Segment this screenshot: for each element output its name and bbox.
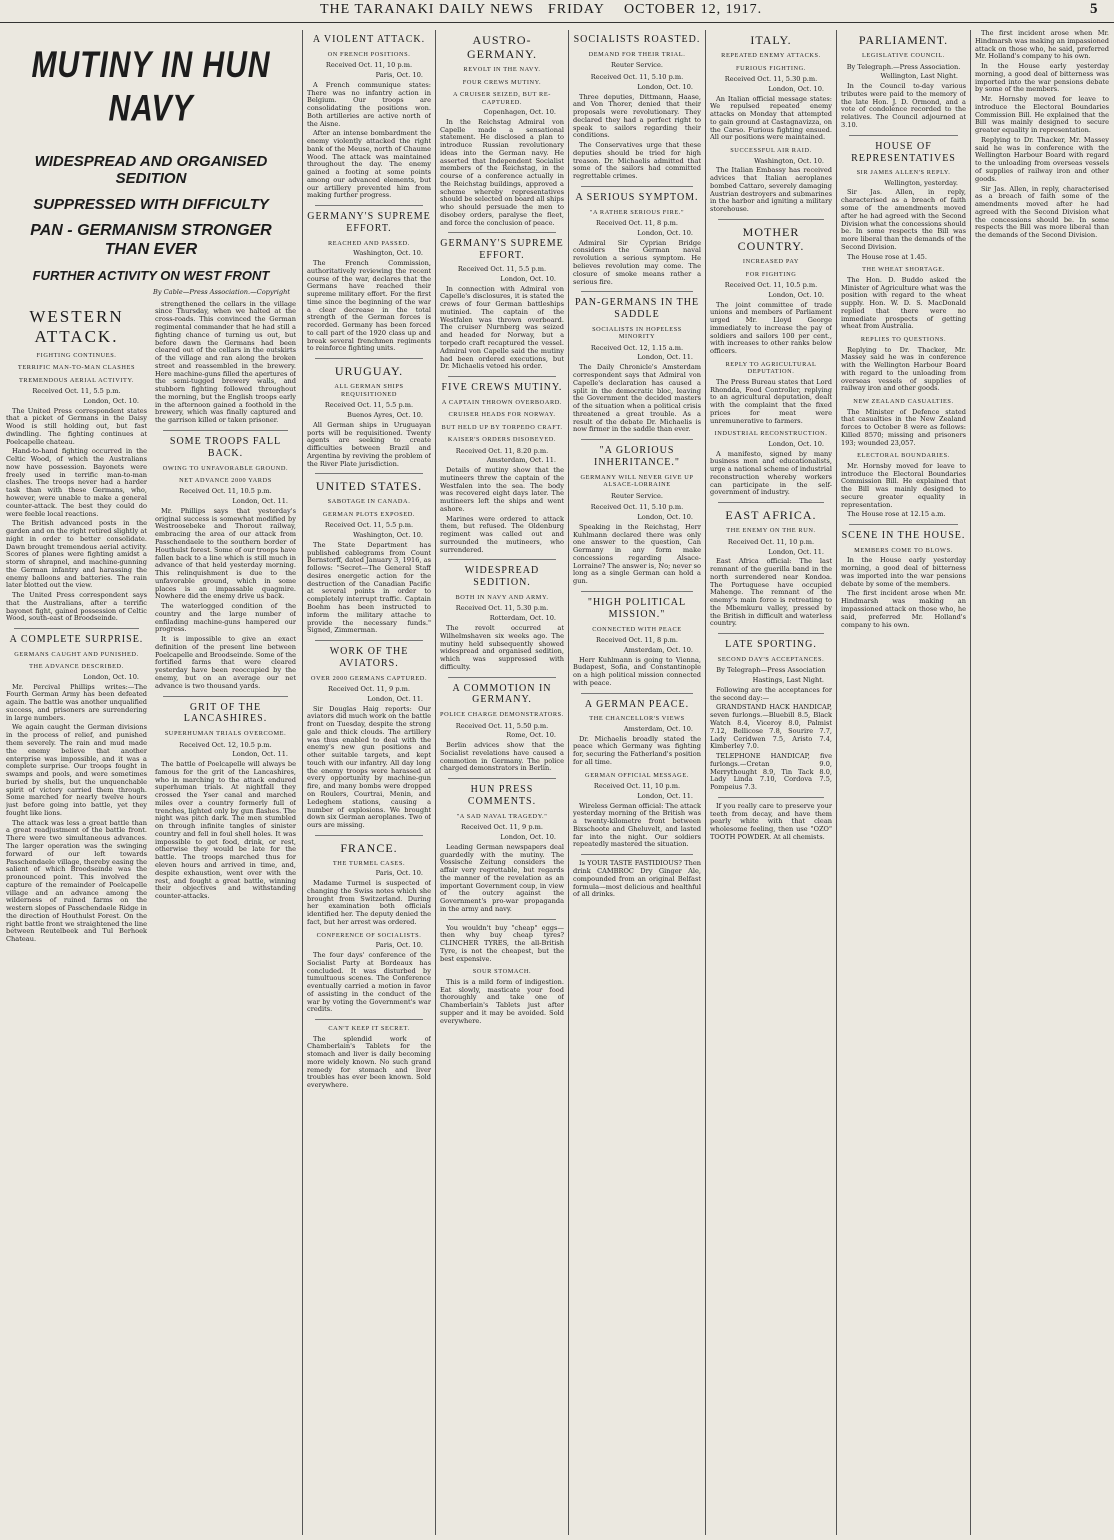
- lead-story: [6, 30, 296, 1535]
- article-paragraph: Berlin advices show that the Socialist revelations have caused a commotion in Germany. The police charged demonstrators in Berlin.: [440, 741, 564, 773]
- section-subheading: SOCIALISTS IN HOPELESS MINORITY: [592, 325, 682, 341]
- article-paragraph: The Conservatives urge that these deputies should be tried for high treason. Dr. Michaelis admitted that some of the sailors had committed regrettable crimes.: [573, 141, 701, 181]
- dateline: Washington, Oct. 10.: [754, 156, 824, 165]
- subheadline: SUPPRESSED WITH DIFFICULTY: [33, 196, 269, 214]
- divider: [718, 219, 824, 220]
- section-subheading: FOUR CREWS MUTINY.: [462, 78, 542, 86]
- dateline: Hastings, Last Night.: [752, 676, 824, 685]
- section-subheading: REVOLT IN THE NAVY.: [463, 66, 541, 74]
- received-line: Received Oct. 12, 1.15 a.m.: [590, 343, 684, 352]
- article-paragraph: Replying to Dr. Thacker, Mr. Massey said he was in conference with the Wellington Harbour Board with regard to the unloading from overseas vessels of supplies of railway iron and other goods.: [975, 135, 1109, 183]
- dateline: London, Oct. 10.: [768, 439, 824, 448]
- article-paragraph: Madame Turmel is suspected of changing the Swiss notes which she brought from Switzerland. During her examination both officials identified her. The deputy denied the fact, but her arrest was ordered.: [307, 879, 431, 927]
- section-subheading: KAISER'S ORDERS DISOBEYED.: [447, 436, 557, 444]
- divider: [163, 696, 288, 697]
- section-subheading: BOTH IN NAVY AND ARMY.: [455, 594, 549, 602]
- section-subheading: SIR JAMES ALLEN'S REPLY.: [856, 169, 951, 177]
- section-heading: A VIOLENT ATTACK.: [312, 34, 426, 45]
- section-heading: LATE SPORTING.: [725, 639, 817, 651]
- article-paragraph: It is impossible to give an exact definition of the present line between Poelcapelle and Broodseinde. Some of the fortified farms that were cleared yesterday have been reoccupied by the enemy, but on an average our net advance is two thousand yards.: [155, 635, 296, 690]
- dateline: London, Oct. 11.: [637, 353, 693, 362]
- received-line: Received Oct. 11, 5.5 p.m.: [457, 265, 547, 274]
- article-paragraph: An Italian official message states: We repulsed repeated enemy attacks on Monday that attempted to gain ground at Castagnavizza, on the Carso. Furious fighting ensued. All our positions were maintained.: [710, 94, 832, 142]
- dateline: London, Oct. 11.: [768, 547, 824, 556]
- section-subheading: TERRIFIC MAN-TO-MAN CLASHES: [17, 364, 136, 372]
- section-heading: A SERIOUS SYMPTOM.: [575, 191, 699, 203]
- masthead: [0, 0, 1114, 23]
- dateline: London, Oct. 10.: [83, 672, 139, 681]
- section-subheading: BUT HELD UP BY TORPEDO CRAFT.: [441, 423, 563, 431]
- advertisement-text: This is a mild form of indigestion. Eat slowly, masticate your food thoroughly and take one of Chamberlain's Tablets just after supper and it may be avoided. Sold everywhere.: [440, 977, 564, 1025]
- article-paragraph: In the Council to-day various tributes were paid to the memory of the late Hon. J. D. Ormond, and a vote of condolence recorded to the relatives. The Council adjourned at 3.10.: [841, 82, 966, 129]
- column-5: [710, 30, 832, 1535]
- dateline: London, Oct. 10.: [637, 513, 693, 522]
- article-paragraph: The four days' conference of the Socialist Party at Bordeaux has concluded. It was disturbed by tumultuous scenes. The Conference eventually carried a motion in favor of assisting in the conduct of the war by voting the Government's war credits.: [307, 950, 431, 1014]
- section-subheading: ON FRENCH POSITIONS.: [327, 50, 411, 58]
- section-subheading: SECOND DAY'S ACCEPTANCES.: [717, 655, 825, 663]
- received-line: Received Oct. 11, 10 p.m.: [727, 537, 815, 546]
- article-paragraph: The revolt occurred at Wilhelmshaven six weeks ago. The mutiny held subsequently showed widespread and organised sedition, which was suppressed with difficulty.: [440, 624, 564, 671]
- article-paragraph: The Italian Embassy has received advices that Italian aeroplanes bombed Cattaro, severely damaging Austrian destroyers and submarines in the harbor and igniting a military storehouse.: [710, 166, 832, 214]
- article-paragraph: The joint committee of trade unions and members of Parliament urged Mr. Lloyd George immediately to increase the pay of soldiers and sailors 100 per cent., with increases to other ranks below officers.: [710, 300, 832, 356]
- section-heading: UNITED STATES.: [315, 479, 423, 494]
- cable-credit: By Telegraph—Press Association: [716, 666, 826, 675]
- article-paragraph: The United Press correspondent states that a picket of Germans in the Daisy Wood is still holding out, but fast dwindling. The fighting continues at Poelcapelle chateau.: [6, 406, 147, 446]
- dateline: Copenhagen, Oct. 10.: [483, 108, 556, 116]
- section-subheading: A CAPTAIN THROWN OVERBOARD.: [441, 398, 563, 406]
- cable-credit: By Cable—Press Association.—Copyright: [152, 287, 290, 296]
- received-line: Received Oct. 11, 5.5 p.m.: [32, 387, 121, 396]
- section-heading: SCENE IN THE HOUSE.: [841, 530, 966, 542]
- divider: [718, 797, 824, 798]
- article-paragraph: We again caught the German divisions in the process of relief, and punished them severely. The rain and mud made the enemy believe that another enterprise was impossible, and it was a complete surprise. Our troops fought in swamps and pools, and were sometimes buried by shells, but the unquenchable spirit of victory carried them through. Some marched for nearly twelve hours just before going into battle, yet they fought like lions.: [6, 723, 147, 817]
- section-subheading: REACHED AND PASSED.: [327, 239, 411, 247]
- section-subheading: SUCCESSFUL AIR RAID.: [730, 147, 812, 155]
- column-rule: [836, 30, 837, 1535]
- article-paragraph: The Hon. D. Buddo asked the Minister of Agriculture what was the position with regard to the wheat supply. Hon. W. D. S. MacDonald replied that there were no immediate prospects of getting wheat from Australia.: [841, 275, 966, 331]
- issue-date: OCTOBER 12, 1917.: [624, 2, 763, 17]
- article-paragraph: Hand-to-hand fighting occurred in the Celtic Wood, of which the Australians now have possession. Bayonets were freely used in terrific man-to-man clashes. The troops never had a harder task than with these Germans, who, however, were unable to make a general counter-attack. The best they could do were feeble local reactions.: [6, 447, 147, 518]
- received-line: Received Oct. 11, 8 p.m.: [596, 219, 678, 228]
- divider: [14, 628, 139, 629]
- divider: [448, 778, 556, 779]
- cable-credit: Reuter Service.: [610, 61, 663, 70]
- section-subheading: NEW ZEALAND CASUALTIES.: [853, 398, 954, 406]
- article-paragraph: Herr Kuhlmann is going to Vienna, Budapest, Sofia, and Constantinople on a high political mission connected with peace.: [573, 655, 701, 687]
- lead-story-right-column: [155, 301, 296, 946]
- dateline: London, Oct. 11.: [232, 497, 288, 506]
- section-subheading: CRUISER HEADS FOR NORWAY.: [448, 411, 556, 419]
- received-line: Received Oct. 11, 8 p.m.: [596, 636, 678, 645]
- dateline: London, Oct. 10.: [768, 84, 824, 93]
- section-subheading: ELECTORAL BOUNDARIES.: [857, 452, 950, 460]
- received-line: Received Oct. 11, 9 p.m.: [328, 685, 410, 694]
- section-subheading: FURIOUS FIGHTING.: [735, 64, 807, 72]
- dateline: London, Oct. 11.: [637, 791, 693, 800]
- article-paragraph: Mr. Phillips says that yesterday's original success is somewhat modified by Westroosebeke and Thorout railway, embracing the area of our attack from Passchendaele to the southern border of Houthulst forest. Some of our troops have fallen back to a line which is still much in advance of that held yesterday morning. This relinquishment is due to the unfavorable ground, which in some places is an impassable quagmire. Nowhere did the enemy drive us back.: [155, 506, 296, 601]
- dateline: Washington, Oct. 10.: [353, 249, 423, 258]
- section-heading: SOME TROOPS FALL BACK.: [169, 435, 282, 459]
- divider: [581, 693, 693, 694]
- article-paragraph: Details of mutiny show that the mutineers threw the captain of the Westfalen into the sea. The body was recovered eight days later. The mutineers left the ships and went ashore.: [440, 466, 564, 513]
- divider: [315, 358, 423, 359]
- dateline: London, Oct. 11.: [367, 694, 423, 703]
- section-subheading: "A SAD NAVAL TRAGEDY.": [456, 812, 548, 820]
- divider: [718, 633, 824, 634]
- article-paragraph: Leading German newspapers deal guardedly with the mutiny. The Vossische Zeitung considers the affair very regrettable, but regards the manner of the revelation as an important Government coup, in view of the outcry against the Government's pro-war propaganda in the army and navy.: [440, 842, 564, 913]
- section-subheading: TREMENDOUS AERIAL ACTIVITY.: [18, 376, 135, 384]
- article-paragraph: Dr. Michaelis broadly stated the peace which Germany was fighting for, securing the Fatherland's position for all time.: [573, 734, 701, 766]
- section-subheading: GERMANY WILL NEVER GIVE UP ALSACE-LORRAINE: [580, 473, 694, 489]
- issue-day: FRIDAY: [548, 2, 605, 17]
- dateline: Paris, Oct. 10.: [375, 941, 423, 950]
- article-paragraph: In the House early yesterday morning, a good deal of bitterness was imported into the war pensions debate by some of the members.: [841, 556, 966, 588]
- section-heading: A COMMOTION IN GERMANY.: [452, 682, 552, 706]
- page-number: 5: [1090, 1, 1099, 17]
- article-paragraph: The British advanced posts in the garden and on the right retired slightly at night in order to better consolidate. Dawn brought tremendous aerial activity. Scores of planes were fighting amidst a storm of shrapnel, and machine-gunning the German infantry and harassing the enemy balloons and batteries. The rain later blotted out the view.: [6, 519, 147, 590]
- divider: [581, 439, 693, 440]
- subheadline: PAN - GERMANISM STRONGER THAN EVER: [30, 221, 272, 258]
- divider: [581, 854, 693, 855]
- article-paragraph: Sir Jas. Allen, in reply, characterised as a breach of faith some of the amendments moved after he had agreed with the Second Division what the concessions should be. In some respects the Bill was more liberal than the demands of the Second Division.: [975, 184, 1109, 240]
- article-paragraph: Mr. Hornsby moved for leave to introduce the Electoral Boundaries Commission Bill. He explained that the Bill was mainly designed to secure greater equality in representation.: [975, 95, 1109, 135]
- article-paragraph: The Press Bureau states that Lord Rhondda, Food Controller, replying to an agricultural deputation, dealt with the complaint that the fixed prices for meat were unremunerative to farmers.: [710, 377, 832, 425]
- article-paragraph: The waterlogged condition of the country and the large number of enfilading machine-guns hampered our progress.: [155, 602, 296, 634]
- section-heading: GERMANY'S SUPREME EFFORT.: [307, 211, 431, 235]
- section-heading: MOTHER COUNTRY.: [737, 224, 805, 254]
- divider: [581, 291, 693, 292]
- divider: [315, 205, 423, 206]
- divider: [448, 919, 556, 920]
- section-heading: "HIGH POLITICAL MISSION.": [587, 597, 687, 620]
- section-heading: HOUSE OF REPRESENTATIVES: [851, 140, 956, 164]
- section-heading: A COMPLETE SURPRISE.: [9, 634, 144, 646]
- article-paragraph: The battle of Poelcapelle will always be famous for the grit of the Lancashires, who in marching to the attack endured superhuman trials. At nightfall they crossed the Yser canal and marched miles over a country formerly full of trenches, lighted only by gun flashes. The night was pitch dark. The men stumbled on through infinite tangles of sinister country and fell in foul shell holes. It was impossible to get food, drink, or rest, otherwise they would be late for the battle. The troops marched thus for eleven hours and arrived in time, and, despite exhaustion, went over with the rest, and fought a great battle, winning their objectives and withstanding counter-attacks.: [155, 760, 296, 901]
- article-paragraph: In the Reichstag Admiral von Capelle made a sensational statement. He disclosed a plan to introduce Russian revolutionary ideas into the German navy. He asserted that Independent Socialist members of the Reichstag, in the course of a conference actually in the Reichstag buildings, approved a scheme whereby representatives should be selected on board all ships who should persuade the men to disobey orders, paralyse the fleet, and force the conclusion of peace.: [440, 117, 564, 227]
- section-subheading: NET ADVANCE 2000 YARDS: [179, 476, 272, 484]
- section-subheading: MEMBERS COME TO BLOWS.: [854, 547, 953, 554]
- section-subheading: A CRUISER SEIZED, BUT RE-CAPTURED.: [453, 91, 551, 106]
- section-heading: WORK OF THE AVIATORS.: [329, 646, 409, 669]
- section-heading: WIDESPREAD SEDITION.: [464, 565, 540, 589]
- article-paragraph: The French Commission, authoritatively reviewing the recent course of the war, declares that the Germans have reached their supreme military effort. For the first time since the beginning of the war a clear decrease in the total strength of the German forces is recorded. Germany has been forced to call part of the 1920 class up and break several frenchmen regiments to reinforce fighting units.: [307, 259, 431, 353]
- article-paragraph: The Minister of Defence stated that casualties in the New Zealand forces to October 8 were as follows: Killed 8570; missing and prisoners 193; wounded 23,057.: [841, 407, 966, 447]
- dateline: Amsterdam, Oct. 10.: [623, 645, 693, 654]
- section-subheading: INCREASED PAY: [742, 258, 800, 266]
- section-heading: AUSTRO-GERMANY.: [466, 33, 538, 62]
- article-paragraph: strengthened the cellars in the village since Thursday, when we halted at the cross-roads. This convinced the German regimental commander that he had still a fighting chance of turning us out, but before dawn the Germans had been cleared out of the cellars in the outskirts of the village and ran along the broken street and reassembled in the brewery. Here machine-guns filled the apertures of the semi-tugged brewery walls, and stubborn fighting followed throughout the morning, but the English troops early in the afternoon gained a foothold in the brewery, which was finally captured and the garrison killed or taken prisoner.: [155, 300, 296, 425]
- column-6: [841, 30, 966, 1535]
- article-paragraph: Following are the acceptances for the second day:—: [710, 685, 832, 702]
- dateline: Paris, Oct. 10.: [375, 70, 423, 79]
- section-heading: PARLIAMENT.: [858, 33, 949, 47]
- article-paragraph: The House rose at 1.45.: [847, 252, 927, 261]
- dateline: Rome, Oct. 10.: [506, 731, 556, 740]
- cable-credit: By Telegraph.—Press Association.: [846, 62, 961, 71]
- received-line: Received Oct. 11, 9 p.m.: [461, 823, 543, 832]
- column-rule: [705, 30, 706, 1535]
- article-paragraph: The House rose at 12.15 a.m.: [847, 510, 946, 519]
- advertisement-text: If you really care to preserve your teeth from decay, and have them pearly white with that clean wholesome feeling, then use "OZO" TOOTH POWDER. At all chemists.: [710, 801, 832, 841]
- dateline: London, Oct. 10.: [83, 396, 139, 405]
- section-subheading: CONFERENCE OF SOCIALISTS.: [316, 931, 422, 939]
- column-rule: [568, 30, 569, 1535]
- received-line: Received Oct. 11, 5.50 p.m.: [455, 721, 549, 730]
- section-subheading: REPLIES TO QUESTIONS.: [860, 336, 947, 344]
- section-heading: GERMANY'S SUPREME EFFORT.: [440, 238, 564, 262]
- article-paragraph: In connection with Admiral von Capelle's disclosures, it is stated the crews of four German battleships mutinied. The captain of the Westfalen was thrown overboard. The cruiser Nurnberg was seized and headed for Norway, but a torpedo craft recaptured the vessel. Admiral von Capelle said the mutiny had been ordered executions, but Dr. Michaelis vetoed his order.: [440, 284, 564, 371]
- section-subheading: LEGISLATIVE COUNCIL.: [861, 52, 945, 60]
- section-subheading: THE ENEMY ON THE RUN.: [726, 527, 816, 535]
- section-subheading: REPLY TO AGRICULTURAL DEPUTATION.: [725, 360, 817, 376]
- section-subheading: FIGHTING CONTINUES.: [36, 351, 117, 359]
- article-paragraph: The attack was less a great battle than a great readjustment of the battle front. There were two simultaneous advances. The larger operation was the swinging forward of our left towards Passchendaele village, thereby easing the salient of which Broodseinde was the pronounced point. This involved the capture of the remainder of Poelcapelle village and an advance among the wilderness of ruined farms on the western slopes of Passchendaele Ridge in the direction of Houthulst Forest. On the right battle front we straightened the line between Reutelbeek and Tul Berhoek Chateau.: [6, 818, 147, 944]
- section-heading: GRIT OF THE LANCASHIRES.: [183, 701, 268, 725]
- dateline: London, Oct. 10.: [637, 82, 693, 91]
- section-heading: EAST AFRICA.: [725, 508, 817, 523]
- article-paragraph: Speaking in the Reichstag, Herr Kuhlmann declared there was only one answer to the question, Can Germany in any form make concessions regarding Alsace-Lorraine? The answer is, No; never so long as a single German can hold a gun.: [573, 522, 701, 586]
- section-subheading: THE CHANCELLOR'S VIEWS: [589, 715, 685, 723]
- section-subheading: GERMAN OFFICIAL MESSAGE.: [585, 771, 689, 779]
- section-subheading: OVER 2000 GERMANS CAPTURED.: [310, 674, 428, 682]
- article-paragraph: After an intense bombardment the enemy violently attacked the right bank of the Meuse, north of Chaume Wood. The attack was maintained throughout the day. The enemy gained a footing at some points among our advanced elements, but our artillery prevented him from making further progress.: [307, 129, 431, 200]
- section-subheading: GERMANS CAUGHT AND PUNISHED.: [14, 651, 139, 659]
- dateline: London, Oct. 10.: [637, 228, 693, 237]
- dateline: Amsterdam, Oct. 11.: [486, 456, 556, 465]
- article-paragraph: In the House early yesterday morning, a good deal of bitterness was imported into the war pensions debate by some of the members.: [975, 62, 1109, 94]
- dateline: Buenos Ayres, Oct. 10.: [347, 410, 423, 419]
- subheadline: FURTHER ACTIVITY ON WEST FRONT: [32, 267, 270, 283]
- dateline: Rotterdam, Oct. 10.: [489, 614, 556, 623]
- column-3: [440, 30, 564, 1535]
- section-subheading: POLICE CHARGE DEMONSTRATORS.: [440, 711, 564, 719]
- advertisement-text: The splendid work of Chamberlain's Tablets for the stomach and liver is daily becoming more widely known. No such grand remedy for stomach and liver troubles has ever been known. Sold everywhere.: [307, 1034, 431, 1090]
- section-heading: "A GLORIOUS INHERITANCE.": [594, 445, 680, 468]
- section-subheading: REPEATED ENEMY ATTACKS.: [721, 52, 821, 60]
- section-heading: FRANCE.: [340, 840, 398, 855]
- section-subheading: DEMAND FOR THEIR TRIAL.: [588, 50, 686, 58]
- section-subheading: SABOTAGE IN CANADA.: [327, 498, 411, 506]
- article-paragraph: Mr. Percival Phillips writes:—The Fourth German Army has been defeated again. The battle was another unqualified success, and prisoners are surrendering in large numbers.: [6, 682, 147, 722]
- divider: [849, 524, 958, 525]
- divider: [448, 376, 556, 377]
- divider: [718, 502, 824, 503]
- received-line: Received Oct. 11, 10 p.m.: [325, 61, 413, 70]
- section-heading: URUGUAY.: [334, 364, 404, 379]
- section-subheading: "A RATHER SERIOUS FIRE.": [589, 208, 685, 216]
- section-subheading: CONNECTED WITH PEACE: [592, 625, 682, 633]
- dateline: Wellington, Last Night.: [880, 72, 958, 81]
- received-line: Received Oct. 11, 10 p.m.: [593, 782, 681, 791]
- section-heading: SOCIALISTS ROASTED.: [573, 34, 701, 45]
- section-subheading: THE WHEAT SHORTAGE.: [862, 266, 945, 274]
- column-rule: [435, 30, 436, 1535]
- divider: [315, 473, 423, 474]
- divider: [448, 559, 556, 560]
- section-heading: PAN-GERMANS IN THE SADDLE: [574, 297, 700, 321]
- column-2: [307, 30, 431, 1535]
- newspaper-title: THE TARANAKI DAILY NEWS: [320, 2, 534, 17]
- section-heading: FIVE CREWS MUTINY.: [441, 382, 563, 394]
- received-line: Received Oct. 11, 10.5 p.m.: [724, 281, 818, 290]
- divider: [315, 640, 423, 641]
- article-paragraph: The United Press correspondent says that the Australians, after a terrific bayonet fight, gained possession of Celtic Wood, south-east of Broodseinde.: [6, 591, 147, 623]
- dateline: London, Oct. 10.: [768, 290, 824, 299]
- section-heading: A GERMAN PEACE.: [584, 698, 690, 710]
- divider: [448, 232, 556, 233]
- section-subheading: INDUSTRIAL RECONSTRUCTION.: [714, 430, 828, 438]
- divider: [315, 835, 423, 836]
- received-line: Received Oct. 11, 5.5 p.m.: [324, 521, 414, 530]
- article-paragraph: East Africa official: The last remnant of the guerilla band in the north surrendered near Kondoa. The Portuguese have occupied Mahenge. The remnant of the enemy's main force is retreating to the Mbemkuru valley, pressed by the British in difficult and waterless country.: [710, 557, 832, 628]
- dateline: London, Oct. 10.: [500, 833, 556, 841]
- cable-credit: Reuter Service.: [610, 491, 663, 500]
- divider: [163, 430, 288, 431]
- subheadline: WIDESPREAD AND ORGANISED SEDITION: [34, 152, 268, 188]
- received-line: Received Oct. 11, 5.30 p.m.: [455, 604, 549, 613]
- dateline: Amsterdam, Oct. 10.: [623, 724, 693, 733]
- advertisement-heading: CAN'T KEEP IT SECRET.: [328, 1025, 410, 1033]
- section-subheading: THE ADVANCE DESCRIBED.: [29, 663, 124, 671]
- section-subheading: ALL GERMAN SHIPS REQUISITIONED: [334, 383, 404, 398]
- divider: [581, 591, 693, 592]
- article-paragraph: Sir Jas. Allen, in reply, characterised as a breach of faith some of the amendments moved after he had agreed with the Second Division what the concessions should be. In some respects the Bill was more liberal than the demands of the Second Division.: [841, 188, 966, 251]
- dateline: Wellington, yesterday.: [884, 178, 958, 187]
- lead-story-left-column: [6, 301, 147, 946]
- article-paragraph: The Daily Chronicle's Amsterdam correspondent says that Admiral von Capelle's declaration has caused a split in the democratic bloc, leaving the Government the decided masters of the situation when a political crisis threatened a great trouble. As a result of the debate Dr. Michaelis is now firmer in the saddle than ever.: [573, 363, 701, 434]
- section-heading: ITALY.: [750, 33, 792, 47]
- column-rule: [302, 30, 303, 1535]
- dateline: Washington, Oct. 10.: [353, 531, 423, 540]
- divider: [849, 135, 958, 136]
- section-heading: HUN PRESS COMMENTS.: [467, 784, 537, 808]
- article-paragraph: The first incident arose when Mr. Hindmarsh was making an impassioned attack on those who, he said, preferred Mr. Holland's company to his own.: [975, 30, 1109, 61]
- column-4: [573, 30, 701, 1535]
- article-paragraph: All German ships in Uruguayan ports will be requisitioned. Twenty agents are seeking to create difficulties between Brazil and Argentina by reviving the problem of the River Plate jurisdiction.: [307, 420, 431, 468]
- column-rule: [970, 30, 971, 1535]
- divider: [315, 1019, 423, 1020]
- main-headline: MUTINY IN HUN NAVY: [31, 44, 271, 130]
- received-line: Received Oct. 11, 5.10 p.m.: [590, 72, 684, 81]
- article-paragraph: A manifesto, signed by many business men and educationalists, urge a national scheme of industrial reconstruction whereby workers can participate in the self-government of industry.: [710, 449, 832, 497]
- section-subheading: FOR FIGHTING: [745, 270, 797, 278]
- article-paragraph: The State Department has published cablegrams from Count Bernstorff, dated January 3, 1916, as follows: "Secret—The General Staff desires energetic action for the destruction of the Canadian Pacific at several points in order to completely interrupt traffic. Captain Boehm has been instructed to inform the military attache to provide the necessary funds." Signed, Zimmerman.: [307, 540, 431, 635]
- section-subheading: THE TURMEL CASES.: [332, 860, 406, 867]
- divider: [581, 186, 693, 187]
- article-paragraph: Three deputies, Dittmann, Haase, and Von Thorer, denied that their proposals were revolutionary. They declared they had a perfect right to speak to sailors regarding their conditions.: [573, 92, 701, 140]
- article-paragraph: Wireless German official: The attack yesterday morning of the British was a twenty-kilometre front between Bixschoote and Gheluvelt, and lasted far into the night. Our soldiers repeatedly mastered the situation.: [573, 801, 701, 849]
- advertisement-heading: SOUR STOMACH.: [472, 968, 532, 976]
- received-line: Received Oct. 12, 10.5 p.m.: [179, 740, 272, 749]
- dateline: London, Oct. 11.: [232, 750, 288, 759]
- advertisement-text: Is YOUR TASTE FASTIDIOUS? Then drink CAMBROC Dry Ginger Ale, compounded from an original Belfast formula—most delicious and healthful of all drinks.: [573, 859, 701, 899]
- section-subheading: GERMAN PLOTS EXPOSED.: [322, 510, 416, 518]
- article-paragraph: GRANDSTAND HACK HANDICAP, seven furlongs.—Bluebill 8.5, Black Watch 8.4, Viceroy 8.0, Palmist 7.12, Bellicose 7.8, Sourire 7.7, Lady Ceridwen 7.5, Aristo 7.4, Kimberley 7.0.: [710, 703, 832, 751]
- received-line: Received Oct. 11, 5.5 p.m.: [324, 401, 414, 410]
- section-heading: WESTERN ATTACK.: [29, 306, 124, 346]
- article-paragraph: A French communique states: There was no infantry action in Belgium. Our troops are consolidating the positions won. Both artilleries are active north of the Aisne.: [307, 80, 431, 128]
- column-7: [975, 30, 1109, 1535]
- dateline: London, Oct. 10.: [500, 274, 556, 283]
- received-line: Received Oct. 11, 8.20 p.m.: [455, 446, 549, 455]
- article-paragraph: The first incident arose when Mr. Hindmarsh was making an impassioned attack on those who, he said, preferred Mr. Holland's company to his own.: [841, 589, 966, 629]
- section-subheading: SUPERHUMAN TRIALS OVERCOME.: [164, 730, 287, 738]
- received-line: Received Oct. 11, 5.30 p.m.: [724, 75, 818, 83]
- section-subheading: OWING TO UNFAVORABLE GROUND.: [162, 464, 289, 472]
- received-line: Received Oct. 11, 10.5 p.m.: [179, 487, 272, 496]
- article-paragraph: Admiral Sir Cyprian Bridge considers the German naval revolution a serious symptom. He believes revolution may come. The closure of smoke means rather a serious fire.: [573, 238, 701, 286]
- article-paragraph: TELEPHONE HANDICAP, five furlongs.—Cretan 9.0, Merrythought 8.9, Tin Tack 8.0, Lady Linda 7.10, Cordova 7.5, Pompeius 7.3.: [710, 752, 832, 792]
- article-paragraph: Replying to Dr. Thacker, Mr. Massey said he was in conference with the Wellington Harbour Board with regard to the unloading from overseas vessels of supplies of railway iron and other goods.: [841, 345, 966, 393]
- received-line: Received Oct. 11, 5.10 p.m.: [590, 503, 684, 512]
- advertisement-text: You wouldn't buy "cheap" eggs—then why buy cheap tyres? CLINCHER TYRES, the all-British Tyre, is not the cheapest, but the best expensive.: [440, 923, 564, 963]
- article-paragraph: Sir Douglas Haig reports: Our aviators did much work on the battle front on Tuesday, despite the strong gale and thick clouds. The artillery was thus enabled to deal with the enemy's new gun positions and other suitable targets, and kept touch with our infantry. All day long the enemy troops were harassed at every opportunity by machine-gun fire, and many bombs were dropped on Roulers, Courtrai, Menin, and Ledeghem stations, causing a number of explosions. We brought down six German aeroplanes. Two of ours are missing.: [307, 704, 431, 830]
- article-paragraph: Marines were ordered to attack them, but refused. The Oldenburg regiment was called out and surrounded the mutineers, who surrendered.: [440, 514, 564, 554]
- divider: [448, 677, 556, 678]
- dateline: Paris, Oct. 10.: [375, 869, 423, 878]
- article-paragraph: Mr. Hornsby moved for leave to introduce the Electoral Boundaries Commission Bill. He explained that the Bill was mainly designed to secure greater equality in representation.: [841, 461, 966, 509]
